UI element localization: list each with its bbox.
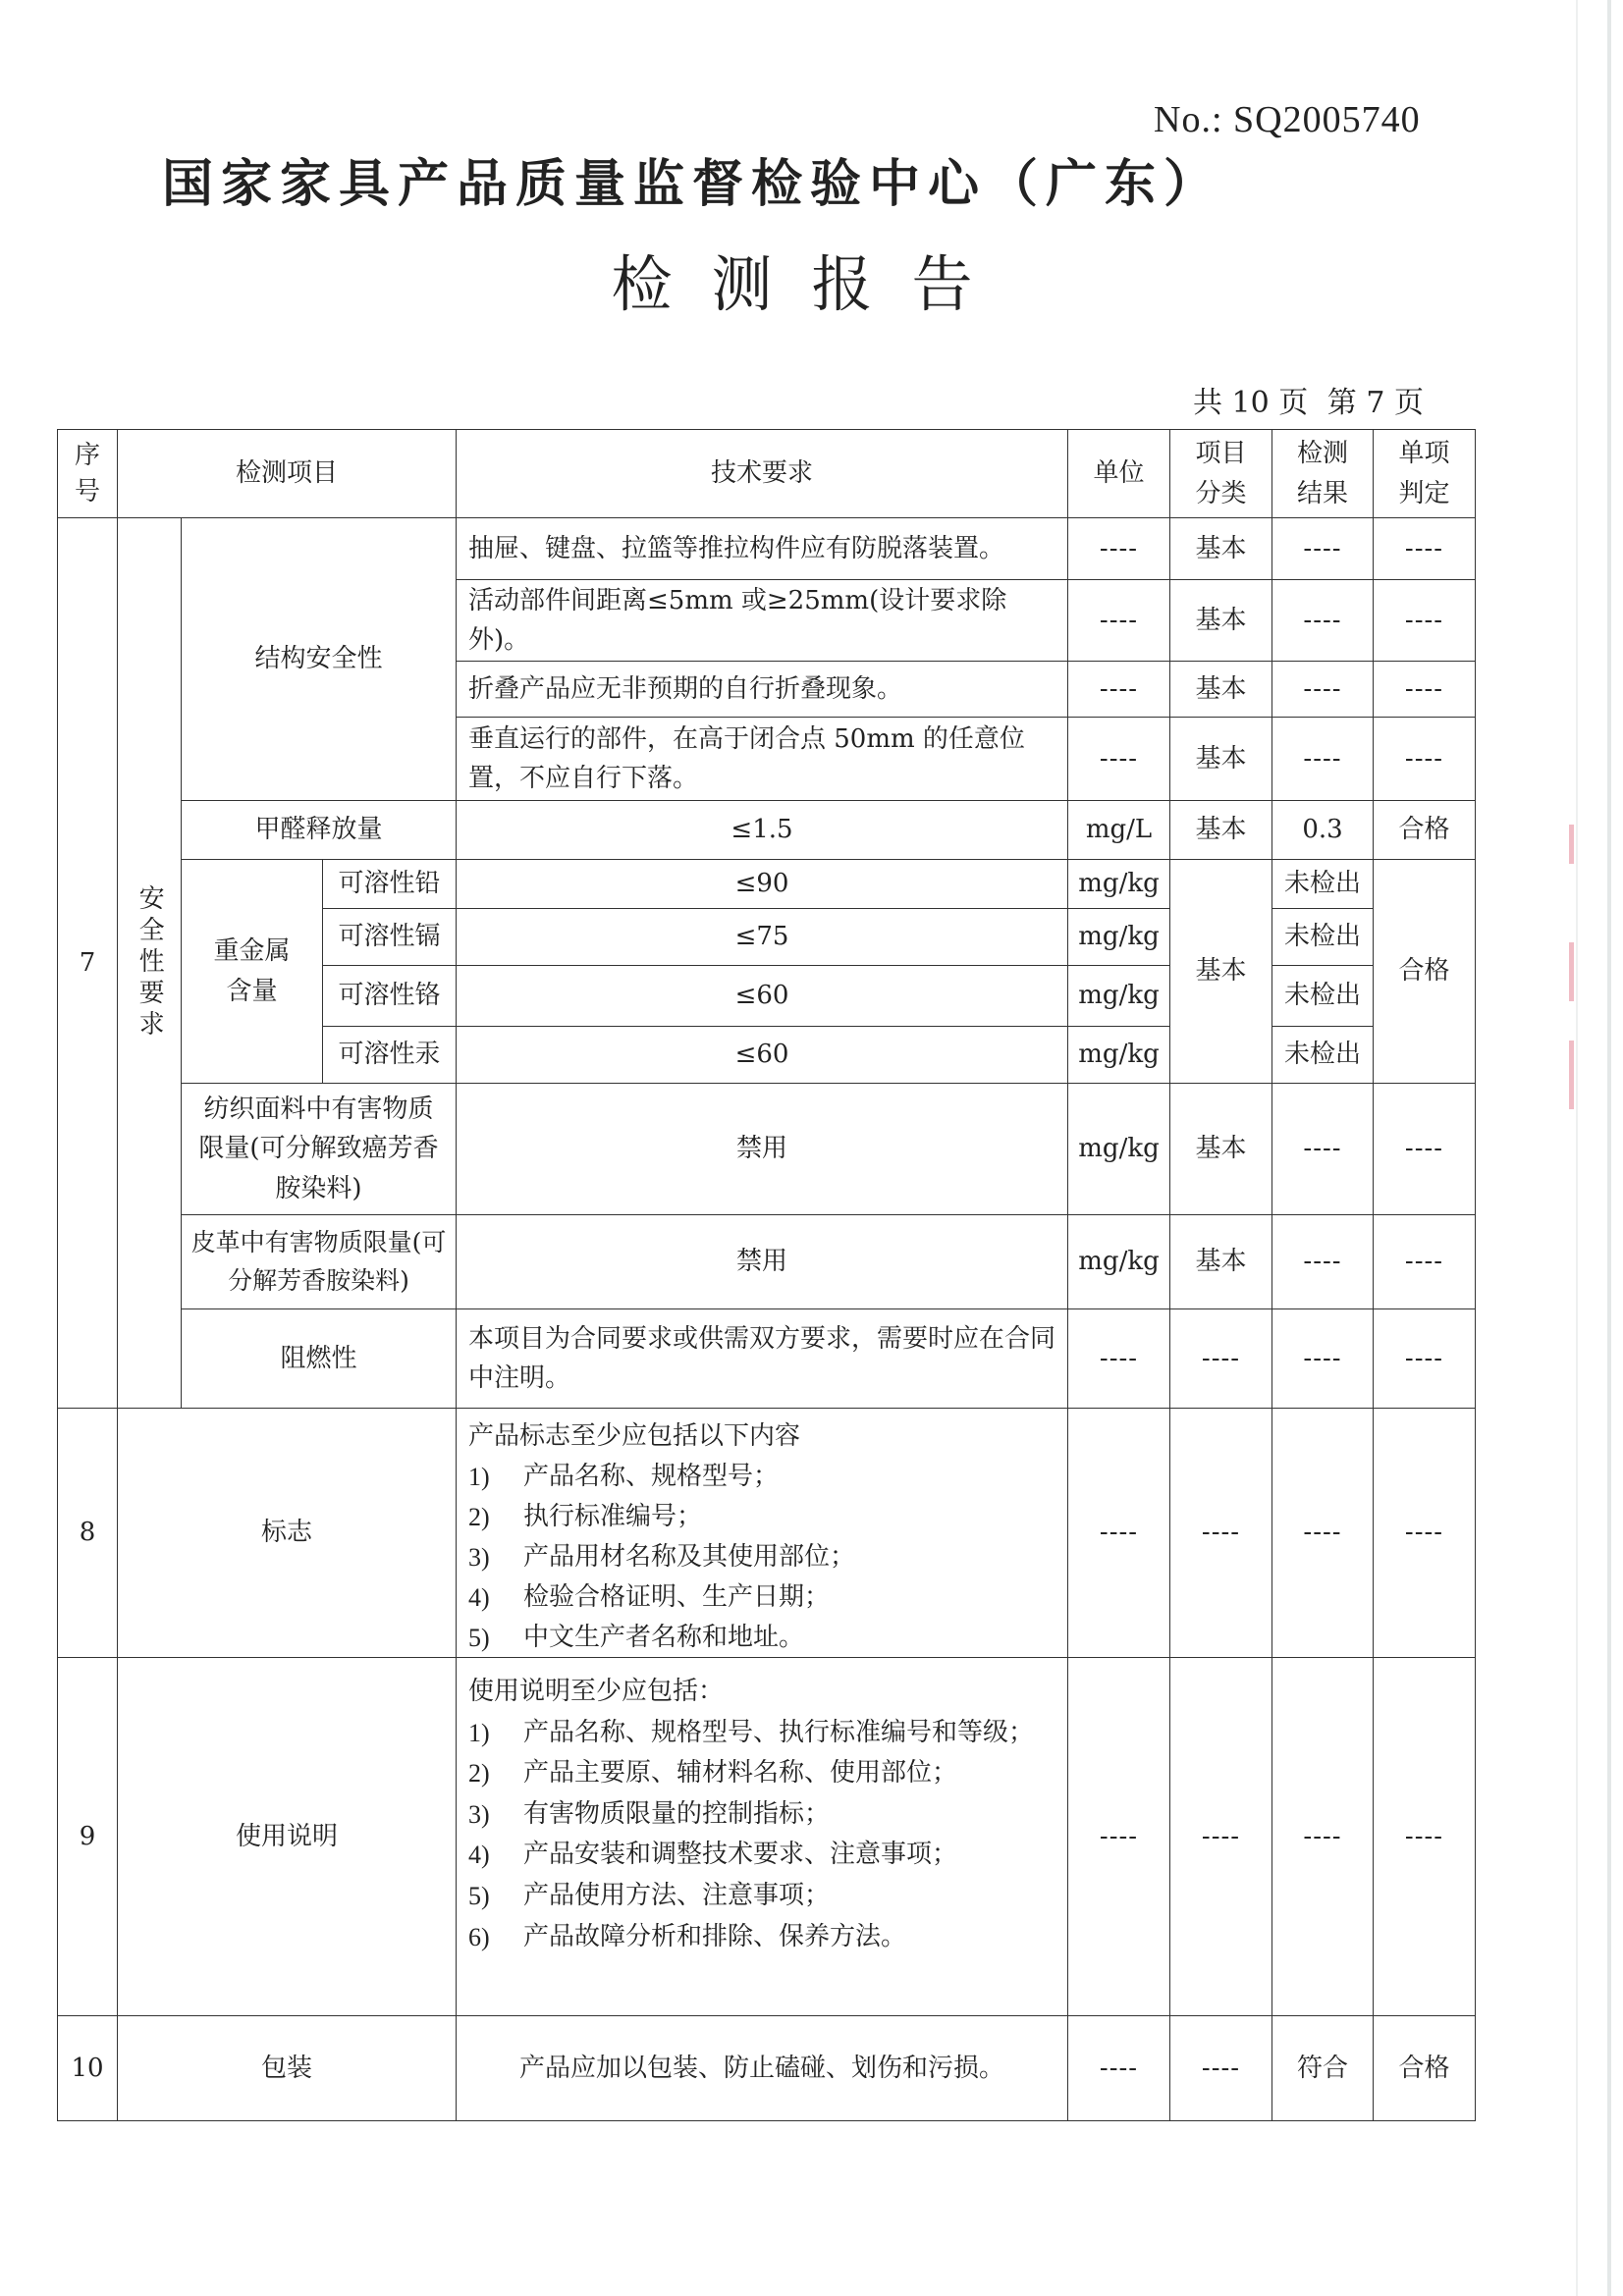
header-result: 检测结果 xyxy=(1271,429,1374,518)
req-flame-retardant: 本项目为合同要求或供需双方要求，需要时应在合同中注明。 xyxy=(456,1308,1068,1409)
page-current: 第 7 页 xyxy=(1326,386,1424,420)
result-chromium: 未检出 xyxy=(1271,965,1374,1027)
seal-stamp-fragment xyxy=(1569,825,1574,864)
unit-chromium: mg/kg xyxy=(1067,965,1170,1027)
seal-stamp-fragment xyxy=(1569,942,1574,1001)
verdict-marking: ---- xyxy=(1373,1408,1476,1658)
document-title: 检测报告 xyxy=(611,248,1012,320)
category-structural-4: 基本 xyxy=(1169,717,1272,801)
req-structural-2: 活动部件间距离≤5mm 或≥25mm(设计要求除外)。 xyxy=(456,579,1068,662)
req-instructions-item: 2) 产品主要原、辅材料名称、使用部位； xyxy=(468,1758,958,1789)
unit-flame-retardant: ---- xyxy=(1067,1308,1170,1409)
unit-textile: mg/kg xyxy=(1067,1083,1170,1215)
category-flame-retardant: ---- xyxy=(1169,1308,1272,1409)
header-unit: 单位 xyxy=(1067,429,1170,518)
organization-title: 国家家具产品质量监督检验中心（广东） xyxy=(162,154,1223,214)
result-instructions: ---- xyxy=(1271,1657,1374,2016)
item-flame-retardant: 阻燃性 xyxy=(181,1308,457,1409)
seq-8: 8 xyxy=(57,1408,118,1658)
req-instructions-item: 6) 产品故障分析和排除、保养方法。 xyxy=(468,1921,907,1951)
item-chromium: 可溶性铬 xyxy=(322,965,457,1027)
group-safety: 安全性要求 xyxy=(117,517,182,1409)
unit-structural-4: ---- xyxy=(1067,717,1170,801)
item-textile: 纺织面料中有害物质限量(可分解致癌芳香胺染料) xyxy=(181,1083,457,1215)
result-structural-4: ---- xyxy=(1271,717,1374,801)
verdict-instructions: ---- xyxy=(1373,1657,1476,2016)
category-structural-3: 基本 xyxy=(1169,661,1272,718)
verdict-formaldehyde: 合格 xyxy=(1373,800,1476,860)
req-mercury: ≤60 xyxy=(456,1026,1068,1084)
verdict-packaging: 合格 xyxy=(1373,2015,1476,2121)
result-formaldehyde: 0.3 xyxy=(1271,800,1374,860)
result-packaging: 符合 xyxy=(1271,2015,1374,2121)
verdict-textile: ---- xyxy=(1373,1083,1476,1215)
verdict-structural-4: ---- xyxy=(1373,717,1476,801)
req-instructions xyxy=(456,1657,1068,2016)
result-leather: ---- xyxy=(1271,1214,1374,1309)
result-flame-retardant: ---- xyxy=(1271,1308,1374,1409)
item-heavy-metal: 重金属含量 xyxy=(181,859,323,1084)
seal-stamp-fragment xyxy=(1569,1041,1574,1109)
page-edge-inner xyxy=(1576,0,1578,2296)
req-marking-item: 5) 中文生产者名称和地址。 xyxy=(468,1623,805,1653)
category-leather: 基本 xyxy=(1169,1214,1272,1309)
req-marking xyxy=(456,1408,1068,1658)
unit-marking: ---- xyxy=(1067,1408,1170,1658)
req-structural-4: 垂直运行的部件，在高于闭合点 50mm 的任意位置，不应自行下落。 xyxy=(456,717,1068,801)
req-marking-item: 4) 检验合格证明、生产日期； xyxy=(468,1582,831,1613)
req-marking-intro: 产品标志至少应包括以下内容 xyxy=(468,1421,801,1451)
item-formaldehyde: 甲醛释放量 xyxy=(181,800,457,860)
seq-9: 9 xyxy=(57,1657,118,2016)
req-structural-3: 折叠产品应无非预期的自行折叠现象。 xyxy=(456,661,1068,718)
verdict-structural-3: ---- xyxy=(1373,661,1476,718)
category-structural-1: 基本 xyxy=(1169,517,1272,580)
unit-cadmium: mg/kg xyxy=(1067,908,1170,966)
item-mercury: 可溶性汞 xyxy=(322,1026,457,1084)
unit-structural-3: ---- xyxy=(1067,661,1170,718)
req-leather: 禁用 xyxy=(456,1214,1068,1309)
unit-leather: mg/kg xyxy=(1067,1214,1170,1309)
req-textile: 禁用 xyxy=(456,1083,1068,1215)
result-marking: ---- xyxy=(1271,1408,1374,1658)
header-item: 检测项目 xyxy=(117,429,457,518)
result-structural-2: ---- xyxy=(1271,579,1374,662)
item-instructions: 使用说明 xyxy=(117,1657,457,2016)
result-textile: ---- xyxy=(1271,1083,1374,1215)
category-instructions: ---- xyxy=(1169,1657,1272,2016)
category-heavy-metal: 基本 xyxy=(1169,859,1272,1084)
item-cadmium: 可溶性镉 xyxy=(322,908,457,966)
verdict-structural-2: ---- xyxy=(1373,579,1476,662)
req-instructions-intro: 使用说明至少应包括： xyxy=(468,1677,725,1706)
item-marking: 标志 xyxy=(117,1408,457,1658)
result-mercury: 未检出 xyxy=(1271,1026,1374,1084)
unit-structural-1: ---- xyxy=(1067,517,1170,580)
seq-7: 7 xyxy=(57,517,118,1409)
unit-formaldehyde: mg/L xyxy=(1067,800,1170,860)
req-lead: ≤90 xyxy=(456,859,1068,909)
result-cadmium: 未检出 xyxy=(1271,908,1374,966)
result-lead: 未检出 xyxy=(1271,859,1374,909)
req-cadmium: ≤75 xyxy=(456,908,1068,966)
item-leather: 皮革中有害物质限量(可分解芳香胺染料) xyxy=(181,1214,457,1309)
result-structural-3: ---- xyxy=(1271,661,1374,718)
req-chromium: ≤60 xyxy=(456,965,1068,1027)
header-category: 项目分类 xyxy=(1169,429,1272,518)
page-total: 共 10 页 xyxy=(1193,386,1309,420)
req-instructions-item: 4) 产品安装和调整技术要求、注意事项； xyxy=(468,1840,958,1870)
seq-10: 10 xyxy=(57,2015,118,2121)
unit-lead: mg/kg xyxy=(1067,859,1170,909)
item-packaging: 包装 xyxy=(117,2015,457,2121)
req-instructions-item: 1) 产品名称、规格型号、执行标准编号和等级； xyxy=(468,1717,1035,1747)
req-marking-item: 2) 执行标准编号； xyxy=(468,1502,703,1532)
category-structural-2: 基本 xyxy=(1169,579,1272,662)
req-marking-item: 1) 产品名称、规格型号； xyxy=(468,1462,780,1492)
item-lead: 可溶性铅 xyxy=(322,859,457,909)
category-marking: ---- xyxy=(1169,1408,1272,1658)
req-instructions-item: 5) 产品使用方法、注意事项； xyxy=(468,1880,831,1910)
req-formaldehyde: ≤1.5 xyxy=(456,800,1068,860)
category-packaging: ---- xyxy=(1169,2015,1272,2121)
unit-packaging: ---- xyxy=(1067,2015,1170,2121)
unit-mercury: mg/kg xyxy=(1067,1026,1170,1084)
header-verdict: 单项判定 xyxy=(1373,429,1476,518)
header-seq: 序号 xyxy=(57,429,118,518)
category-textile: 基本 xyxy=(1169,1083,1272,1215)
verdict-flame-retardant: ---- xyxy=(1373,1308,1476,1409)
item-structural-safety: 结构安全性 xyxy=(181,517,457,801)
verdict-leather: ---- xyxy=(1373,1214,1476,1309)
header-requirement: 技术要求 xyxy=(456,429,1068,518)
verdict-structural-1: ---- xyxy=(1373,517,1476,580)
category-formaldehyde: 基本 xyxy=(1169,800,1272,860)
req-packaging: 产品应加以包装、防止磕碰、划伤和污损。 xyxy=(456,2015,1068,2121)
result-structural-1: ---- xyxy=(1271,517,1374,580)
req-structural-1: 抽屉、键盘、拉篮等推拉构件应有防脱落装置。 xyxy=(456,517,1068,580)
page-edge xyxy=(1607,0,1611,2296)
req-marking-item: 3) 产品用材名称及其使用部位； xyxy=(468,1542,856,1573)
page-indicator xyxy=(1193,378,1434,421)
unit-structural-2: ---- xyxy=(1067,579,1170,662)
report-number: No.: SQ2005740 xyxy=(1154,99,1421,140)
unit-instructions: ---- xyxy=(1067,1657,1170,2016)
verdict-heavy-metal: 合格 xyxy=(1373,859,1476,1084)
req-instructions-item: 3) 有害物质限量的控制指标； xyxy=(468,1798,831,1829)
